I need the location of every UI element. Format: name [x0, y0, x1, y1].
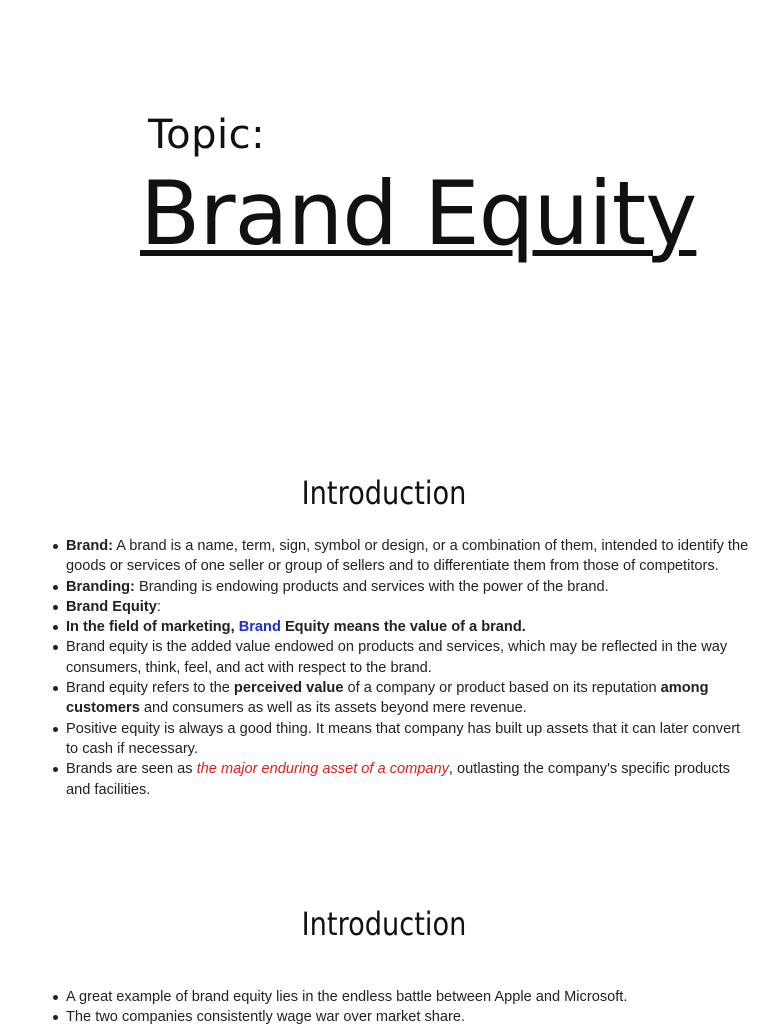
- perceived-part3: and consumers as well as its assets beyond mere revenue.: [139, 700, 527, 717]
- marketing-prefix: In the field of marketing,: [66, 619, 239, 636]
- list-item-positive-equity: Positive equity is always a good thing. It means that company has built up assets that it can later convert to cash if necessary.: [66, 719, 756, 760]
- enduring-prefix: Brands are seen as: [66, 761, 197, 778]
- list-item-perceived-value: [66, 678, 756, 719]
- list-item: The two companies consistently wage war over market share.: [66, 1007, 756, 1027]
- section-heading-introduction-2: Introduction: [301, 905, 467, 943]
- definition-branding: Branding is endowing products and services with the power of the brand.: [134, 578, 609, 595]
- list-item: A great example of brand equity lies in the endless battle between Apple and Microsoft.: [66, 987, 756, 1007]
- perceived-part1: Brand equity refers to the: [66, 680, 234, 697]
- perceived-value-bold: perceived value: [233, 680, 344, 697]
- colon: :: [156, 598, 161, 615]
- term-brand-equity: Brand Equity: [66, 598, 157, 615]
- list-item-added-value: Brand equity is the added value endowed on products and services, which may be reflected in the way consumers, think, feel, and act with respect to the brand.: [66, 637, 756, 678]
- topic-label: Topic:: [148, 112, 266, 158]
- list-item-enduring-asset: [66, 759, 756, 800]
- section-heading-introduction: Introduction: [301, 474, 467, 512]
- term-brand: Brand:: [66, 538, 114, 554]
- list-item-branding: [66, 577, 756, 597]
- among-customers-bold: among customers: [66, 680, 709, 717]
- term-branding: Branding:: [66, 578, 135, 595]
- perceived-part2: of a company or product based on its reputation: [343, 680, 661, 697]
- introduction-bullet-list: [48, 536, 756, 800]
- definition-brand: A brand is a name, term, sign, symbol or design, or a combination of them, intended to identify the goods or services of one seller or group of sellers and to differentiate them from those of competitors.: [66, 538, 749, 575]
- brand-highlight: Brand: [238, 619, 281, 636]
- list-item-marketing: [66, 617, 756, 637]
- enduring-suffix: , outlasting the company's specific products and facilities.: [66, 761, 730, 798]
- page-title: Brand Equity: [140, 162, 697, 265]
- list-item-brand: [66, 536, 756, 577]
- introduction-bullet-list-2: [48, 987, 756, 1028]
- list-item-brand-equity: [66, 597, 756, 617]
- enduring-highlight: the major enduring asset of a company: [196, 761, 449, 778]
- marketing-suffix: Equity means the value of a brand.: [280, 619, 526, 636]
